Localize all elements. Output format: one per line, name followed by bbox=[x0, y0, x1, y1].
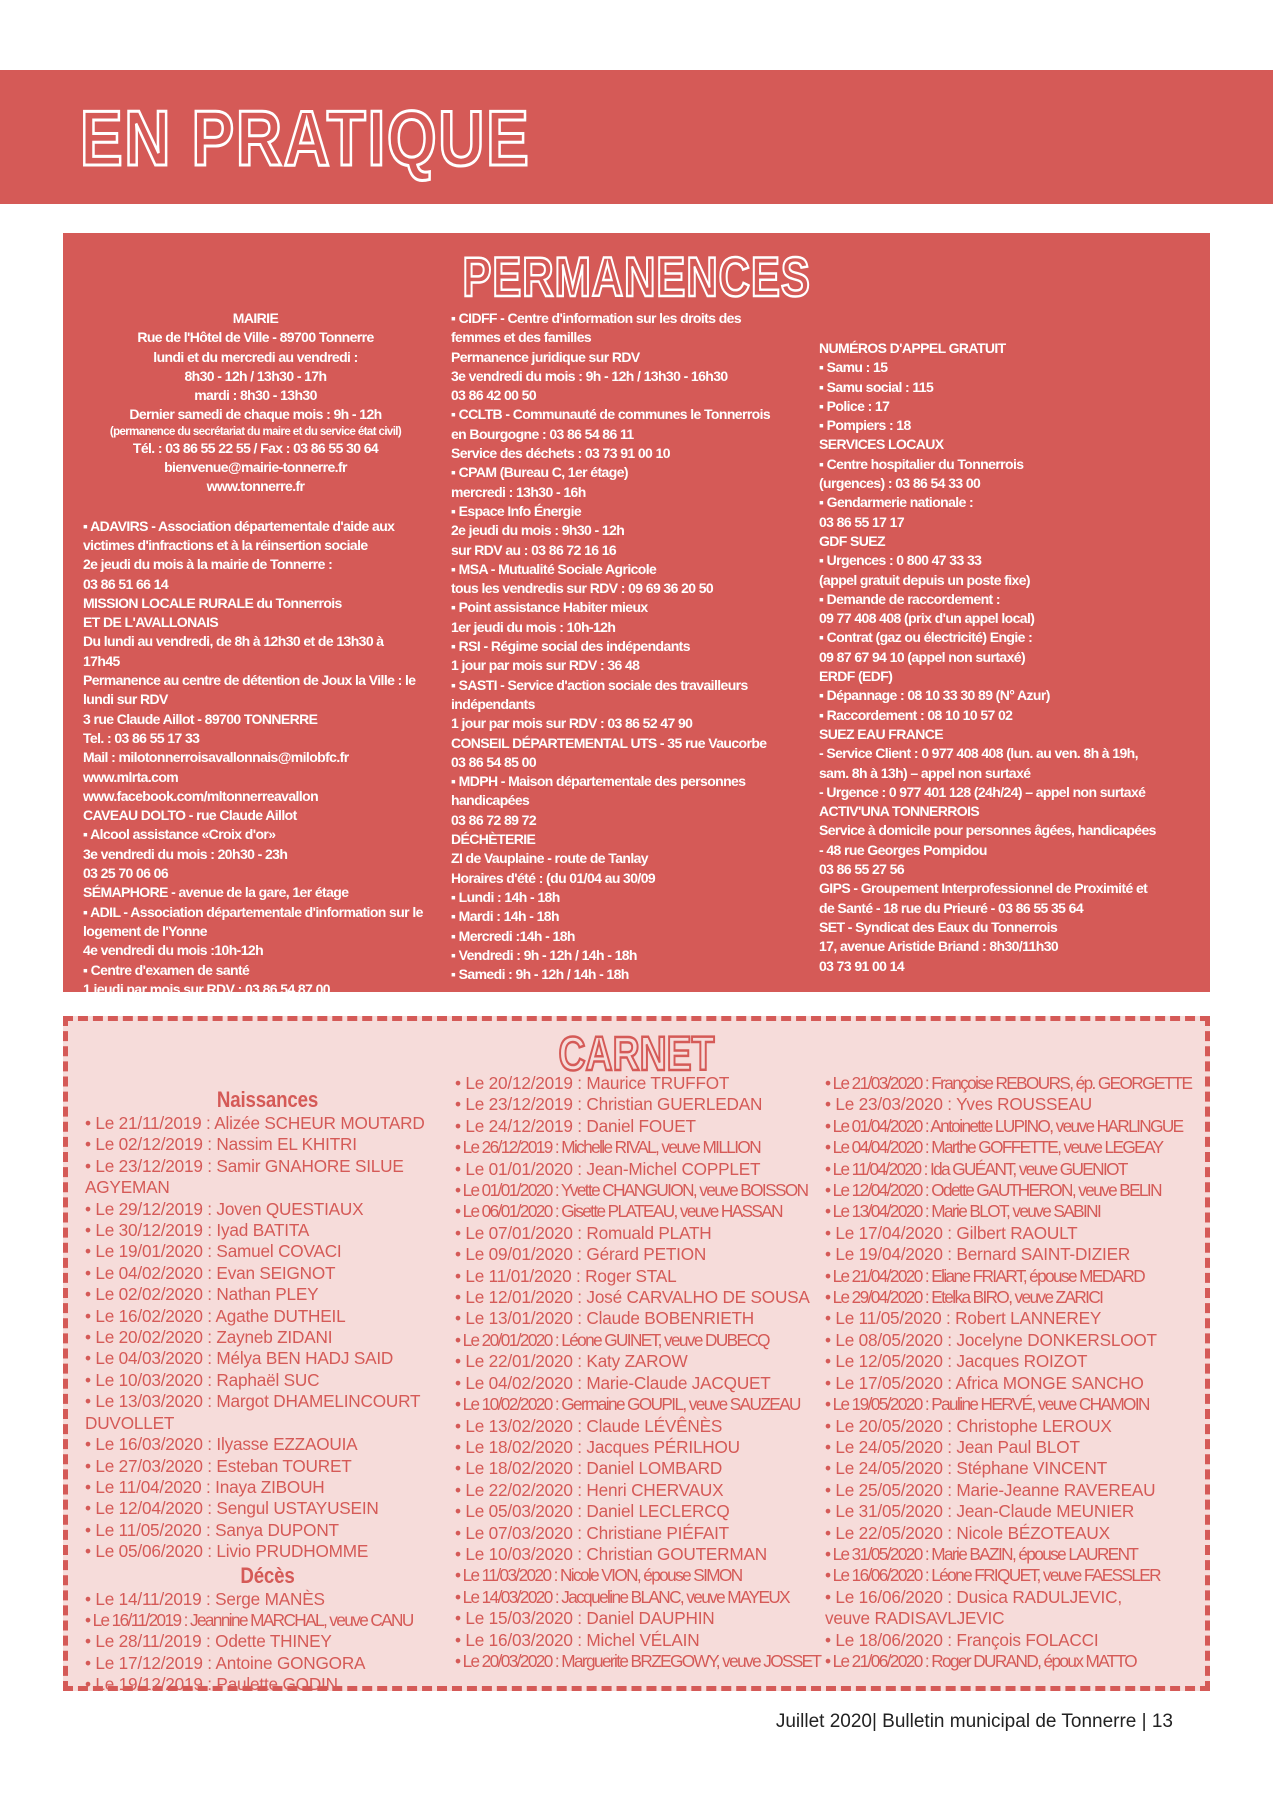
deces-item: • Le 25/05/2020 : Marie-Jeanne RAVEREAU bbox=[825, 1479, 1156, 1500]
permanence-line: 09 87 67 94 10 (appel non surtaxé) bbox=[819, 648, 1026, 665]
deces-item: • Le 19/04/2020 : Bernard SAINT-DIZIER bbox=[825, 1244, 1131, 1265]
permanence-line: ▪ Contrat (gaz ou électricité) Engie : bbox=[819, 629, 1033, 646]
deces-item: • Le 12/05/2020 : Jacques ROIZOT bbox=[825, 1351, 1088, 1372]
deces-item: • Le 22/05/2020 : Nicole BÉZOTEAUX bbox=[825, 1522, 1110, 1543]
permanence-line: 2e jeudi du mois : 9h30 - 12h bbox=[451, 522, 625, 539]
deces-item: • Le 11/04/2020 : Ida GUÉANT, veuve GUENIOT bbox=[825, 1158, 1127, 1179]
deces-item: • Le 10/02/2020 : Germaine GOUPIL, veuve SAUZEAU bbox=[455, 1394, 800, 1415]
permanence-line: logement de l'Yonne bbox=[83, 922, 207, 939]
deces-item: • Le 20/05/2020 : Christophe LEROUX bbox=[825, 1415, 1112, 1436]
permanence-line: 1er jeudi du mois : 10h-12h bbox=[451, 618, 616, 635]
naissance-item: • Le 05/06/2020 : Livio PRUDHOMME bbox=[85, 1541, 369, 1562]
page-footer: Juillet 2020| Bulletin municipal de Tonnerre | 13 bbox=[775, 1711, 1173, 1732]
permanence-line: 4e vendredi du mois :10h-12h bbox=[83, 942, 264, 959]
permanence-line: ▪ CIDFF - Centre d'information sur les droits des bbox=[451, 310, 742, 326]
deces-item: • Le 24/12/2019 : Daniel FOUET bbox=[455, 1115, 696, 1136]
deces-item: • Le 07/03/2020 : Christiane PIÉFAIT bbox=[455, 1522, 729, 1543]
naissance-item: • Le 16/02/2020 : Agathe DUTHEIL bbox=[85, 1305, 346, 1326]
deces-item: • Le 10/03/2020 : Christian GOUTERMAN bbox=[455, 1543, 767, 1564]
deces-item: • Le 14/11/2019 : Serge MANÈS bbox=[85, 1588, 325, 1609]
carnet-title: CARNET bbox=[558, 1028, 715, 1081]
deces-item: • Le 18/06/2020 : François FOLACCI bbox=[825, 1629, 1099, 1650]
permanence-line: 1 jour par mois sur RDV : 03 86 52 47 90 bbox=[451, 715, 693, 732]
permanence-line: ▪ Samedi : 9h - 12h / 14h - 18h bbox=[451, 966, 629, 983]
naissance-item: • Le 04/03/2020 : Mélya BEN HADJ SAID bbox=[85, 1348, 394, 1369]
deces-item: • Le 23/03/2020 : Yves ROUSSEAU bbox=[825, 1094, 1093, 1115]
permanences-panel bbox=[63, 233, 1210, 997]
deces-item: • Le 28/11/2019 : Odette THINEY bbox=[85, 1631, 332, 1652]
permanence-line: ▪ Centre hospitalier du Tonnerrois bbox=[819, 455, 1024, 472]
permanence-line: ▪ CCLTB - Communauté de communes le Tonnerrois bbox=[451, 406, 771, 423]
naissance-item: • Le 04/02/2020 : Evan SEIGNOT bbox=[85, 1262, 336, 1283]
mairie-line: 8h30 - 12h / 13h30 - 17h bbox=[184, 367, 327, 384]
deces-item: • Le 19/12/2019 : Paulette GODIN bbox=[85, 1674, 338, 1695]
naissance-item: • Le 16/03/2020 : Ilyasse EZZAOUIA bbox=[85, 1434, 358, 1455]
permanence-line: de Santé - 18 rue du Prieuré - 03 86 55 35 64 bbox=[819, 899, 1084, 916]
deces-item: veuve RADISAVLJEVIC bbox=[825, 1608, 1005, 1629]
permanence-line: ACTIV'UNA TONNERROIS bbox=[819, 803, 980, 820]
permanence-line: 03 86 42 00 50 bbox=[451, 387, 537, 404]
deces-item: • Le 07/01/2020 : Romuald PLATH bbox=[455, 1222, 712, 1243]
permanence-line: Service à domicile pour personnes âgées, handicapées bbox=[819, 822, 1156, 839]
deces-item: • Le 13/04/2020 : Marie BLOT, veuve SABINI bbox=[825, 1201, 1101, 1222]
permanence-line: - Service Client : 0 977 408 408 (lun. au ven. 8h à 19h, bbox=[819, 745, 1138, 762]
permanence-line: 2e jeudi du mois à la mairie de Tonnerre : bbox=[83, 556, 333, 573]
naissance-item: • Le 13/03/2020 : Margot DHAMELINCOURT bbox=[85, 1391, 421, 1412]
permanence-line: 17, avenue Aristide Briand : 8h30/11h30 bbox=[819, 938, 1059, 955]
page-title: EN PRATIQUE bbox=[80, 94, 531, 182]
deces-item: • Le 08/05/2020 : Jocelyne DONKERSLOOT bbox=[825, 1329, 1157, 1350]
permanence-line: 09 77 408 408 (prix d'un appel local) bbox=[819, 610, 1035, 627]
deces-item: • Le 04/02/2020 : Marie-Claude JACQUET bbox=[455, 1372, 771, 1393]
permanences-title: PERMANENCES bbox=[462, 245, 811, 308]
permanence-line: ▪ Pompiers : 18 bbox=[819, 417, 911, 434]
deces-item: • Le 01/01/2020 : Yvette CHANGUION, veuve BOISSON bbox=[455, 1180, 808, 1201]
permanence-line: ▪ Demande de raccordement : bbox=[819, 590, 1000, 607]
deces-item: • Le 20/01/2020 : Léone GUINET, veuve DUBECQ bbox=[455, 1329, 769, 1350]
permanence-line: MISSION LOCALE RURALE du Tonnerrois bbox=[83, 594, 342, 611]
permanence-line: ▪ Samu : 15 bbox=[819, 359, 888, 376]
deces-heading: Décès bbox=[240, 1562, 295, 1588]
deces-item: • Le 12/04/2020 : Odette GAUTHERON, veuve BELIN bbox=[825, 1180, 1161, 1201]
permanence-line: SUEZ EAU FRANCE bbox=[819, 725, 944, 742]
mairie-line: Dernier samedi de chaque mois : 9h - 12h bbox=[129, 406, 382, 423]
deces-item: • Le 17/04/2020 : Gilbert RAOULT bbox=[825, 1222, 1078, 1243]
permanence-line: handicapées bbox=[451, 792, 530, 809]
permanence-line: ▪ MDPH - Maison départementale des personnes bbox=[451, 773, 746, 790]
permanence-line: ▪ Espace Info Énergie bbox=[451, 502, 582, 519]
permanence-line: ▪ MSA - Mutualité Sociale Agricole bbox=[451, 560, 657, 577]
permanence-line: ▪ Gendarmerie nationale : bbox=[819, 494, 974, 511]
mairie-contact: www.tonnerre.fr bbox=[206, 478, 305, 495]
deces-item: • Le 16/03/2020 : Michel VÉLAIN bbox=[455, 1629, 700, 1650]
permanence-line: www.mlrta.com bbox=[83, 768, 179, 785]
permanence-line: ▪ ADIL - Association départementale d'information sur le bbox=[83, 903, 423, 920]
deces-item: • Le 23/12/2019 : Christian GUERLEDAN bbox=[455, 1094, 763, 1115]
mairie-line: Rue de l'Hôtel de Ville - 89700 Tonnerre bbox=[137, 329, 374, 346]
permanence-line: mercredi : 13h30 - 16h bbox=[451, 483, 586, 500]
deces-item: • Le 24/05/2020 : Jean Paul BLOT bbox=[825, 1436, 1080, 1457]
title-banner bbox=[0, 70, 1273, 204]
permanence-line: GIPS - Groupement Interprofessionnel de Proximité et bbox=[819, 880, 1148, 897]
permanence-line: SET - Syndicat des Eaux du Tonnerrois bbox=[819, 918, 1058, 935]
permanence-line: NUMÉROS D'APPEL GRATUIT bbox=[819, 340, 1006, 356]
deces-item: • Le 16/06/2020 : Léone FRIQUET, veuve FAESSLER bbox=[825, 1565, 1160, 1586]
permanences-list-1 bbox=[83, 517, 428, 999]
deces-item: • Le 06/01/2020 : Gisette PLATEAU, veuve HASSAN bbox=[455, 1201, 782, 1222]
deces-item: • Le 22/02/2020 : Henri CHERVAUX bbox=[455, 1479, 724, 1500]
permanence-line: ▪ Samu social : 115 bbox=[819, 378, 934, 395]
deces-item: • Le 12/01/2020 : José CARVALHO DE SOUSA bbox=[455, 1287, 810, 1308]
permanence-line: SÉMAPHORE - avenue de la gare, 1er étage bbox=[83, 884, 349, 901]
permanence-line: ▪ Point assistance Habiter mieux bbox=[451, 599, 648, 616]
permanence-line: SERVICES LOCAUX bbox=[819, 436, 944, 453]
permanence-line: ▪ Mercredi :14h - 18h bbox=[451, 927, 575, 944]
permanence-line: sur RDV au : 03 86 72 16 16 bbox=[451, 541, 617, 558]
permanence-line: Permanence juridique sur RDV bbox=[451, 348, 640, 365]
permanence-line: ▪ Centre d'examen de santé bbox=[83, 961, 250, 978]
permanence-line: 03 86 55 27 56 bbox=[819, 861, 905, 878]
permanence-line: Service des déchets : 03 73 91 00 10 bbox=[451, 445, 670, 462]
deces-item: • Le 22/01/2020 : Katy ZAROW bbox=[455, 1351, 688, 1372]
carnet-panel bbox=[63, 1016, 1210, 1695]
deces-item: • Le 20/12/2019 : Maurice TRUFFOT bbox=[455, 1073, 730, 1093]
deces-item: • Le 01/01/2020 : Jean-Michel COPPLET bbox=[455, 1158, 761, 1179]
mairie-line: mardi : 8h30 - 13h30 bbox=[194, 387, 317, 404]
permanence-line: ▪ RSI - Régime social des indépendants bbox=[451, 638, 690, 655]
permanence-line: 3 rue Claude Aillot - 89700 TONNERRE bbox=[83, 710, 318, 727]
naissance-item: DUVOLLET bbox=[85, 1412, 175, 1433]
deces-item: • Le 14/03/2020 : Jacqueline BLANC, veuve MAYEUX bbox=[455, 1586, 789, 1607]
naissance-item: • Le 30/12/2019 : Iyad BATITA bbox=[85, 1220, 310, 1241]
permanence-line: Tel. : 03 86 55 17 33 bbox=[83, 729, 200, 746]
deces-item: • Le 18/02/2020 : Daniel LOMBARD bbox=[455, 1458, 723, 1479]
permanence-line: 03 86 55 17 17 bbox=[819, 513, 905, 530]
permanence-line: indépendants bbox=[451, 695, 535, 712]
naissance-item: • Le 19/01/2020 : Samuel COVACI bbox=[85, 1241, 342, 1262]
deces-item: • Le 20/03/2020 : Marguerite BRZEGOWY, veuve JOSSET bbox=[455, 1650, 821, 1671]
permanence-line: victimes d'infractions et à la réinsertion sociale bbox=[83, 536, 368, 553]
naissances-list bbox=[85, 1113, 450, 1563]
permanence-line: ▪ SASTI - Service d'action sociale des travailleurs bbox=[451, 676, 748, 693]
permanence-line: 3e vendredi du mois : 20h30 - 23h bbox=[83, 845, 288, 862]
naissance-item: • Le 23/12/2019 : Samir GNAHORE SILUE bbox=[85, 1155, 404, 1176]
permanence-line: 1 jeudi par mois sur RDV : 03 86 54 87 00 bbox=[83, 980, 330, 997]
deces-item: • Le 01/04/2020 : Antoinette LUPINO, veuve HARLINGUE bbox=[825, 1115, 1183, 1136]
permanence-line: 03 86 54 85 00 bbox=[451, 753, 537, 770]
permanence-line: 03 25 70 06 06 bbox=[83, 865, 169, 882]
deces-item: • Le 13/01/2020 : Claude BOBENRIETH bbox=[455, 1308, 755, 1329]
deces-item: • Le 21/06/2020 : Roger DURAND, époux MATTO bbox=[825, 1650, 1137, 1671]
naissance-item: • Le 02/12/2019 : Nassim EL KHITRI bbox=[85, 1134, 357, 1155]
permanence-line: ▪ Raccordement : 08 10 10 57 02 bbox=[819, 706, 1013, 723]
permanence-line: ▪ CPAM (Bureau C, 1er étage) bbox=[451, 464, 628, 481]
permanence-line: Horaires d'été : (du 01/04 au 30/09 bbox=[451, 869, 656, 886]
deces-item: • Le 26/12/2019 : Michelle RIVAL, veuve MILLION bbox=[455, 1137, 761, 1158]
permanence-line: ▪ ADAVIRS - Association départementale d'aide aux bbox=[83, 517, 395, 534]
permanence-line: 3e vendredi du mois : 9h - 12h / 13h30 - 16h30 bbox=[451, 367, 728, 384]
deces-list-1 bbox=[85, 1589, 450, 1696]
permanence-line: lundi sur RDV bbox=[83, 691, 168, 708]
mairie-contact: bienvenue@mairie-tonnerre.fr bbox=[164, 459, 347, 476]
permanence-line: Mail : milotonnerroisavallonnais@milobfc.fr bbox=[83, 749, 349, 766]
permanence-line: ▪ Dépannage : 08 10 33 30 89 (N° Azur) bbox=[819, 687, 1050, 704]
deces-item: • Le 09/01/2020 : Gérard PETION bbox=[455, 1244, 707, 1265]
deces-item: • Le 16/11/2019 : Jeannine MARCHAL, veuve CANU bbox=[85, 1609, 413, 1630]
permanence-line: tous les vendredis sur RDV : 09 69 36 20 50 bbox=[451, 580, 714, 597]
deces-item: • Le 13/02/2020 : Claude LÉVÊNÈS bbox=[455, 1415, 723, 1436]
naissance-item: • Le 12/04/2020 : Sengul USTAYUSEIN bbox=[85, 1498, 379, 1519]
permanence-line: sam. 8h à 13h) – appel non surtaxé bbox=[819, 764, 1031, 781]
permanence-line: (urgences) : 03 86 54 33 00 bbox=[819, 475, 981, 492]
deces-item: • Le 29/04/2020 : Etelka BIRO, veuve ZARICI bbox=[825, 1287, 1103, 1308]
naissance-item: • Le 02/02/2020 : Nathan PLEY bbox=[85, 1284, 319, 1305]
permanence-line: ZI de Vauplaine - route de Tanlay bbox=[451, 850, 648, 867]
naissance-item: • Le 11/05/2020 : Sanya DUPONT bbox=[85, 1519, 339, 1540]
mairie-line: MAIRIE bbox=[232, 310, 279, 326]
deces-item: • Le 17/12/2019 : Antoine GONGORA bbox=[85, 1652, 366, 1673]
carnet-column-1 bbox=[85, 1087, 450, 1696]
permanence-line: ▪ Vendredi : 9h - 12h / 14h - 18h bbox=[451, 946, 637, 963]
mairie-note: (permanence du secrétariat du maire et du service état civil) bbox=[109, 425, 402, 438]
mairie-contact: Tél. : 03 86 55 22 55 / Fax : 03 86 55 30 64 bbox=[132, 439, 379, 456]
permanence-line: en Bourgogne : 03 86 54 86 11 bbox=[451, 425, 634, 442]
permanence-line: CAVEAU DOLTO - rue Claude Aillot bbox=[83, 807, 297, 824]
naissance-item: • Le 27/03/2020 : Esteban TOURET bbox=[85, 1455, 352, 1476]
naissance-item: AGYEMAN bbox=[85, 1177, 170, 1198]
permanence-line: femmes et des familles bbox=[451, 329, 592, 346]
mairie-block bbox=[83, 309, 428, 497]
deces-item: • Le 11/01/2020 : Roger STAL bbox=[455, 1265, 677, 1286]
permanence-line: 03 73 91 00 14 bbox=[819, 957, 905, 974]
permanences-column-3 bbox=[819, 339, 1199, 976]
permanence-line: ▪ Alcool assistance «Croix d'or» bbox=[83, 826, 276, 843]
deces-item: • Le 11/03/2020 : Nicole VION, épouse SIMON bbox=[455, 1565, 742, 1586]
naissance-item: • Le 21/11/2019 : Alizée SCHEUR MOUTARD bbox=[85, 1113, 425, 1133]
naissance-item: • Le 10/03/2020 : Raphaël SUC bbox=[85, 1369, 320, 1390]
permanence-line: Du lundi au vendredi, de 8h à 12h30 et de 13h30 à bbox=[83, 633, 384, 650]
deces-item: • Le 21/04/2020 : Eliane FRIART, épouse MEDARD bbox=[825, 1265, 1145, 1286]
deces-item: • Le 04/04/2020 : Marthe GOFFETTE, veuve LEGEAY bbox=[825, 1137, 1163, 1158]
permanence-line: ▪ Lundi : 14h - 18h bbox=[451, 888, 560, 905]
permanence-line: 03 86 72 89 72 bbox=[451, 811, 537, 828]
deces-list-3 bbox=[825, 1073, 1195, 1672]
permanence-line: - Urgence : 0 977 401 128 (24h/24) – appel non surtaxé bbox=[819, 783, 1146, 800]
permanence-line: GDF SUEZ bbox=[819, 532, 885, 549]
permanence-line: 03 86 51 66 14 bbox=[83, 575, 169, 592]
deces-item: • Le 11/05/2020 : Robert LANNEREY bbox=[825, 1308, 1102, 1329]
deces-item: • Le 18/02/2020 : Jacques PÉRILHOU bbox=[455, 1436, 740, 1457]
naissance-item: • Le 11/04/2020 : Inaya ZIBOUH bbox=[85, 1476, 325, 1497]
permanence-line: ▪ Police : 17 bbox=[819, 397, 890, 414]
permanence-line: (appel gratuit depuis un poste fixe) bbox=[819, 571, 1030, 588]
deces-item: • Le 31/05/2020 : Jean-Claude MEUNIER bbox=[825, 1501, 1135, 1522]
permanence-line: www.facebook.com/mltonnerreavallon bbox=[83, 787, 319, 804]
permanence-line: CONSEIL DÉPARTEMENTAL UTS - 35 rue Vaucorbe bbox=[451, 734, 767, 751]
permanence-line: Permanence au centre de détention de Joux la Ville : le bbox=[83, 672, 416, 689]
deces-item: • Le 05/03/2020 : Daniel LECLERCQ bbox=[455, 1501, 730, 1522]
permanences-column-1 bbox=[83, 309, 428, 999]
permanence-line: ▪ Urgences : 0 800 47 33 33 bbox=[819, 552, 982, 569]
deces-item: • Le 31/05/2020 : Marie BAZIN, épouse LAURENT bbox=[825, 1543, 1138, 1564]
deces-item: • Le 15/03/2020 : Daniel DAUPHIN bbox=[455, 1608, 715, 1629]
permanence-line: DÉCHÈTERIE bbox=[451, 831, 536, 848]
permanence-line: 1 jour par mois sur RDV : 36 48 bbox=[451, 657, 640, 674]
permanence-line: - 48 rue Georges Pompidou bbox=[819, 841, 987, 858]
permanence-line: ▪ Mardi : 14h - 18h bbox=[451, 908, 559, 925]
permanence-line: ET DE L'AVALLONAIS bbox=[83, 614, 219, 631]
deces-item: • Le 16/06/2020 : Dusica RADULJEVIC, bbox=[825, 1586, 1122, 1607]
permanence-line: ERDF (EDF) bbox=[819, 668, 893, 685]
mairie-line: lundi et du mercredi au vendredi : bbox=[153, 348, 358, 365]
deces-item: • Le 19/05/2020 : Pauline HERVÉ, veuve CHAMOIN bbox=[825, 1394, 1149, 1415]
naissance-item: • Le 20/02/2020 : Zayneb ZIDANI bbox=[85, 1327, 333, 1348]
permanence-line: 17h45 bbox=[83, 652, 120, 669]
naissances-heading: Naissances bbox=[216, 1087, 319, 1112]
deces-item: • Le 17/05/2020 : Africa MONGE SANCHO bbox=[825, 1372, 1144, 1393]
permanences-column-2 bbox=[451, 309, 851, 984]
deces-item: • Le 24/05/2020 : Stéphane VINCENT bbox=[825, 1458, 1108, 1479]
naissance-item: • Le 29/12/2019 : Joven QUESTIAUX bbox=[85, 1198, 364, 1219]
deces-list-2 bbox=[455, 1073, 820, 1672]
deces-item: • Le 21/03/2020 : Françoise REBOURS, ép. GEORGETTE bbox=[825, 1073, 1192, 1093]
